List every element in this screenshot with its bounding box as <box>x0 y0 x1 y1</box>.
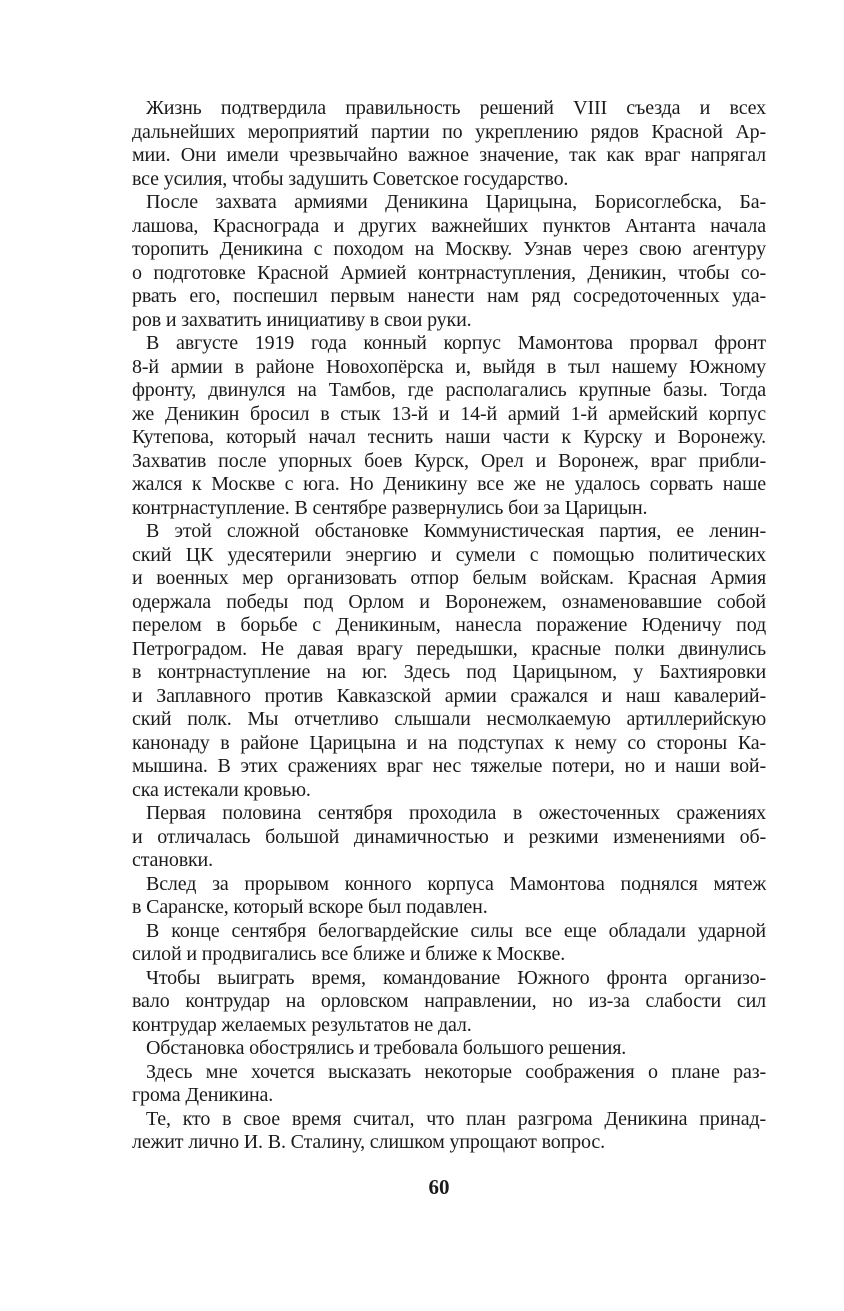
text-line: жался к Москве с юга. Но Деникину все же не удалось сорвать наше <box>132 473 766 495</box>
text-line: После захвата армиями Деникина Царицына, Борисоглебска, Ба- <box>146 191 766 213</box>
paragraph <box>132 920 766 967</box>
text-line: и военных мер организовать отпор белым войскам. Красная Армия <box>132 567 766 589</box>
paragraph <box>132 97 766 191</box>
paragraph <box>132 520 766 802</box>
text-line: вало контрудар на орловском направлении, но из-за слабости сил <box>132 990 766 1012</box>
text-line: в контрнаступление на юг. Здесь под Царицыном, у Бахтияровки <box>132 661 766 683</box>
text-line: мии. Они имели чрезвычайно важное значение, так как враг напрягал <box>132 144 766 166</box>
text-line: Первая половина сентября проходила в ожесточенных сражениях <box>146 802 766 824</box>
text-line: становки. <box>132 849 213 871</box>
text-line: Петроградом. Не давая врагу передышки, красные полки двинулись <box>132 637 766 660</box>
paragraph <box>132 1061 766 1108</box>
text-line: в Саранске, который вскоре был подавлен. <box>132 896 488 918</box>
text-line: Здесь мне хочется высказать некоторые соображения о плане раз- <box>146 1060 766 1083</box>
text-line: Кутепова, который начал теснить наши части к Курску и Воронежу. <box>132 426 766 448</box>
text-line: дальнейших мероприятий партии по укреплению рядов Красной Ар- <box>132 120 766 143</box>
paragraph <box>132 332 766 520</box>
paragraph <box>132 873 766 920</box>
text-line: В конце сентября белогвардейские силы все еще обладали ударной <box>146 919 766 942</box>
page-number: 60 <box>428 1175 450 1199</box>
text-line: В августе 1919 года конный корпус Мамонтова прорвал фронт <box>146 332 766 354</box>
text-line: рвать его, поспешил первым нанести нам ряд сосредоточенных уда- <box>132 285 766 307</box>
text-line: В этой сложной обстановке Коммунистическая партия, ее ленин- <box>146 520 766 542</box>
text-line: Те, кто в свое время считал, что план разгрома Деникина принад- <box>146 1107 766 1130</box>
text-line: ска истекали кровью. <box>132 778 311 801</box>
paragraph <box>132 191 766 332</box>
text-line: и отличалась большой динамичностью и резкими изменениями об- <box>132 825 766 848</box>
text-line: контрнаступление. В сентябре развернулись бои за Царицын. <box>132 496 648 519</box>
text-line: ский полк. Мы отчетливо слышали несмолкаемую артиллерийскую <box>132 708 766 730</box>
paragraph <box>132 967 766 1038</box>
paragraph <box>132 802 766 873</box>
paragraph <box>132 1108 766 1155</box>
text-line: перелом в борьбе с Деникиным, нанесла поражение Юденичу под <box>132 614 766 636</box>
text-line: Захватив после упорных боев Курск, Орел и Воронеж, враг прибли- <box>132 449 766 472</box>
text-line: торопить Деникина с походом на Москву. Узнав через свою агентуру <box>132 238 766 260</box>
text-line: фронту, двинулся на Тамбов, где располагались крупные базы. Тогда <box>132 379 766 401</box>
paragraph <box>132 1037 766 1061</box>
text-line: одержала победы под Орлом и Воронежем, ознаменовавшие собой <box>132 590 766 613</box>
text-line: же Деникин бросил в стык 13-й и 14-й армий 1-й армейский корпус <box>132 402 766 425</box>
text-line: о подготовке Красной Армией контрнаступления, Деникин, чтобы со- <box>132 261 766 284</box>
text-line: лежит лично И. В. Сталину, слишком упрощают вопрос. <box>132 1131 605 1153</box>
text-line: и Заплавного против Кавказской армии сражался и наш кавалерий- <box>132 684 766 707</box>
text-line: Чтобы выиграть время, командование Южного фронта организо- <box>146 966 766 989</box>
text-line: ров и захватить инициативу в свои руки. <box>132 308 472 331</box>
text-line: Обстановка обострялись и требовала большого решения. <box>146 1037 627 1059</box>
text-line: Жизнь подтвердила правильность решений VIII съезда и всех <box>146 97 766 119</box>
text-line: контрудар желаемых результатов не дал. <box>132 1013 472 1036</box>
text-line: лашова, Краснограда и других важнейших пунктов Антанта начала <box>132 214 766 237</box>
text-line: силой и продвигались все ближе и ближе к Москве. <box>132 943 566 965</box>
text-line: 8-й армии в районе Новохопёрска и, выйдя в тыл нашему Южному <box>132 355 766 378</box>
text-line: все усилия, чтобы задушить Советское государство. <box>132 167 569 190</box>
text-line: ский ЦК удесятерили энергию и сумели с помощью политических <box>132 543 766 566</box>
text-line: Вслед за прорывом конного корпуса Мамонтова поднялся мятеж <box>146 872 766 895</box>
text-line: грома Деникина. <box>132 1084 274 1106</box>
text-line: мышина. В этих сражениях враг нес тяжелые потери, но и наши вой- <box>132 755 766 777</box>
page-body-text <box>132 97 766 1155</box>
text-line: канонаду в районе Царицына и на подступах к нему со стороны Ка- <box>132 731 766 754</box>
